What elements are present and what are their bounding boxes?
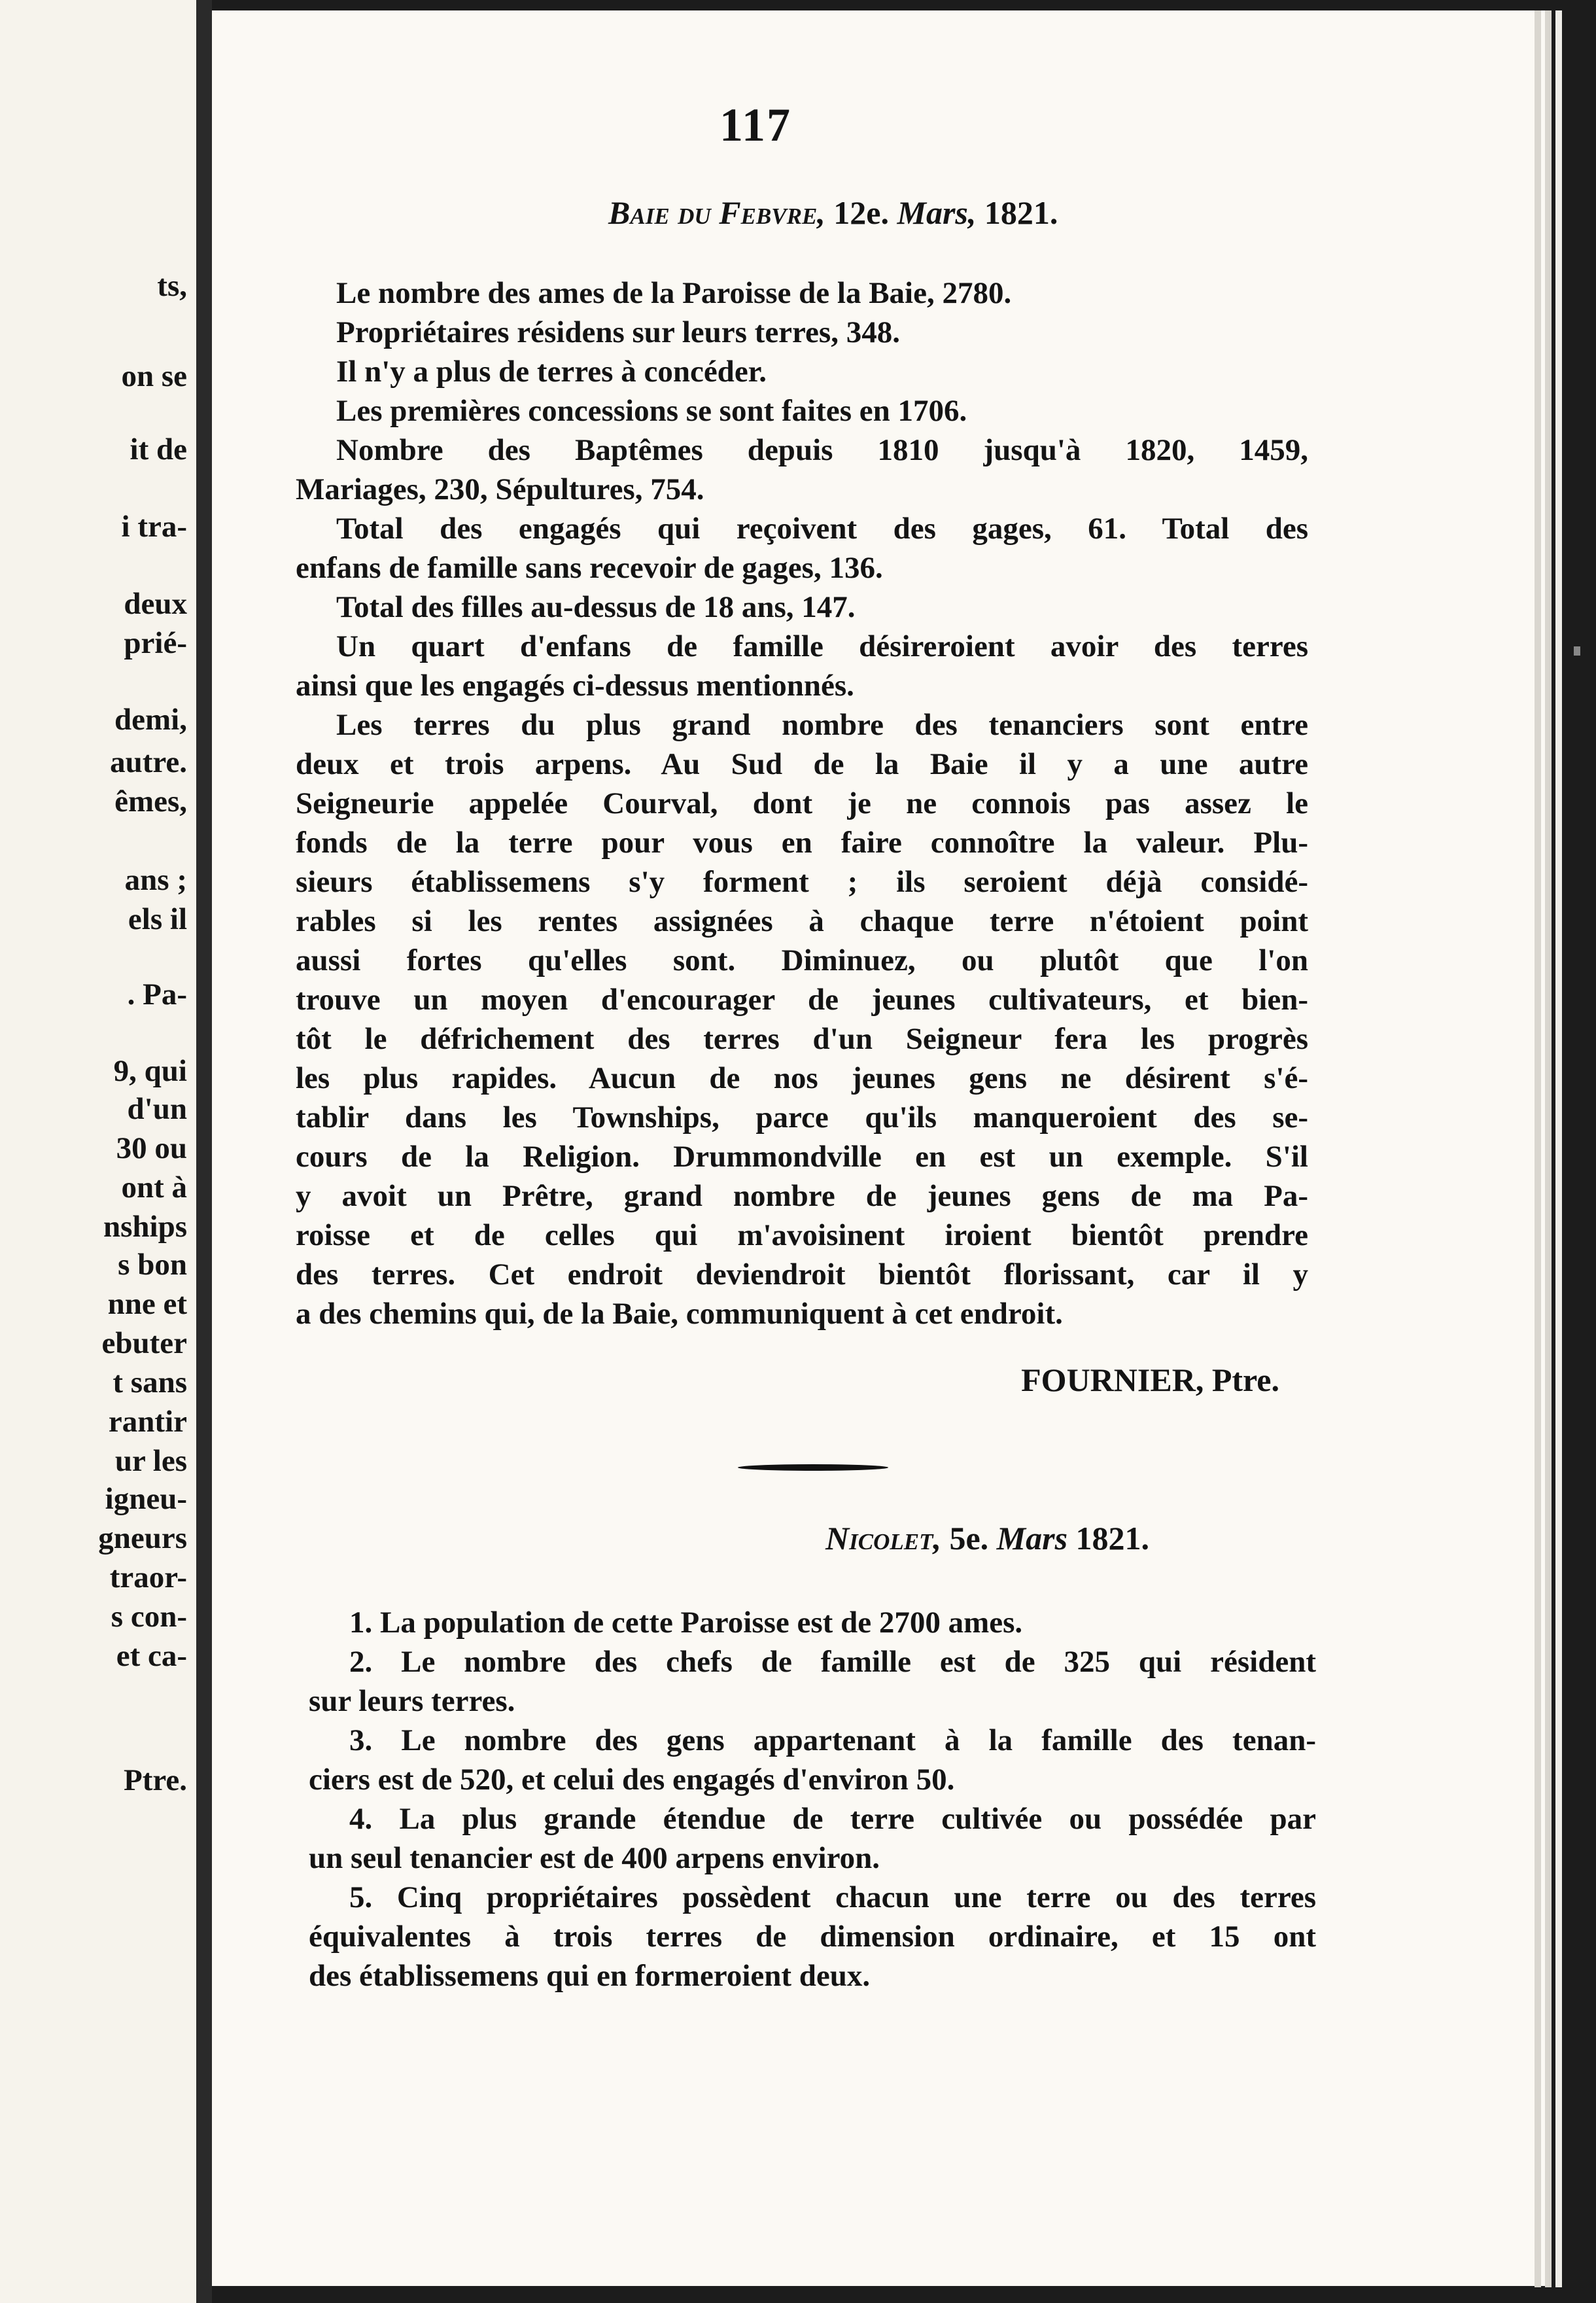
left-fragment-line: d'un [127, 1092, 187, 1126]
left-page-fragment [0, 0, 196, 2303]
text-line: 2. Le nombre des chefs de famille est de 325 qui résident [349, 1645, 1316, 1679]
section1-date-year: 1821. [984, 194, 1058, 231]
text-line: un seul tenancier est de 400 arpens environ. [309, 1841, 880, 1875]
page-edge [1535, 10, 1541, 2287]
left-fragment-line: i tra- [121, 510, 187, 544]
text-line: Il n'y a plus de terres à concéder. [336, 355, 767, 389]
scan-mark [1574, 646, 1580, 656]
text-line: 1. La population de cette Paroisse est de 2700 ames. [349, 1606, 1023, 1640]
text-line: ainsi que les engagés ci-dessus mentionnés. [296, 669, 854, 703]
text-line: tôt le défrichement des terres d'un Seigneur fera les progrès [296, 1022, 1308, 1056]
text-line: trouve un moyen d'encourager de jeunes cultivateurs, et bien- [296, 983, 1308, 1017]
left-fragment-line: it de [130, 432, 187, 466]
text-line: sur leurs terres. [309, 1684, 515, 1718]
text-line: ciers est de 520, et celui des engagés d'environ 50. [309, 1763, 955, 1797]
page-number: 117 [720, 99, 792, 151]
left-fragment-line: on se [121, 359, 187, 393]
text-line: tablir dans les Townships, parce qu'ils manqueroient des se- [296, 1100, 1308, 1134]
left-fragment-line: prié- [124, 626, 187, 660]
text-line: des établissemens qui en formeroient deux. [309, 1959, 871, 1993]
section1-body [296, 273, 1308, 1333]
text-line: 3. Le nombre des gens appartenant à la famille des tenan- [349, 1723, 1316, 1757]
left-fragment-line: . Pa- [127, 977, 187, 1011]
text-line: Les premières concessions se sont faites en 1706. [336, 394, 967, 428]
text-line: roisse et de celles qui m'avoisinent iroient bientôt prendre [296, 1218, 1308, 1252]
text-line: aussi fortes qu'elles sont. Diminuez, ou plutôt que l'on [296, 943, 1308, 977]
page-edge [1545, 10, 1552, 2287]
left-fragment-line: 9, qui [113, 1054, 187, 1088]
text-line: cours de la Religion. Drummondville en est un exemple. S'il [296, 1140, 1308, 1174]
text-line: Un quart d'enfans de famille désireroient avoir des terres [336, 629, 1308, 663]
left-fragment-line: 30 ou [116, 1131, 187, 1165]
left-fragment-line: els il [128, 902, 187, 936]
section2-date-month: Mars [996, 1520, 1068, 1556]
left-fragment-line: s con- [111, 1600, 187, 1634]
section2-date-day: 5e. [949, 1520, 989, 1556]
text-line: Les terres du plus grand nombre des tenanciers sont entre [336, 708, 1308, 742]
book-gutter [196, 0, 212, 2303]
section2-date-year: 1821. [1075, 1520, 1150, 1556]
left-fragment-line: ts, [157, 269, 187, 303]
left-fragment-line: igneu- [105, 1482, 187, 1516]
left-fragment-line: ur les [114, 1444, 187, 1478]
left-fragment-line: s bon [118, 1248, 187, 1282]
left-fragment-line: deux [124, 587, 187, 621]
section1-date-day: 12e. [833, 194, 889, 231]
text-line: sieurs établissemens s'y forment ; ils seroient déjà considé- [296, 865, 1308, 899]
signature: FOURNIER, Ptre. [1021, 1362, 1279, 1398]
section2-place: Nicolet, [825, 1520, 941, 1556]
left-fragment-line: Ptre. [124, 1763, 187, 1797]
text-line: équivalentes à trois terres de dimension ordinaire, et 15 ont [309, 1920, 1316, 1954]
left-fragment-line: nships [103, 1210, 187, 1244]
text-line: enfans de famille sans recevoir de gages, 136. [296, 551, 883, 585]
text-line: Total des filles au-dessus de 18 ans, 147. [336, 590, 856, 624]
left-fragment-line: rantir [108, 1405, 187, 1439]
text-line: les plus rapides. Aucun de nos jeunes gens ne désirent s'é- [296, 1061, 1308, 1095]
left-fragment-line: ebuter [101, 1326, 187, 1360]
section2-heading [825, 1519, 1149, 1557]
left-fragment-line: gneurs [98, 1521, 187, 1555]
section2-body [309, 1603, 1316, 1995]
left-fragment-line: t sans [113, 1365, 187, 1399]
text-line: Mariages, 230, Sépultures, 754. [296, 472, 704, 506]
separator-rule [738, 1464, 888, 1471]
left-fragment-line: demi, [114, 703, 187, 737]
left-fragment-line: ans ; [124, 863, 187, 897]
text-line: Le nombre des ames de la Paroisse de la Baie, 2780. [336, 276, 1012, 310]
left-fragment-line: traor- [109, 1560, 187, 1594]
left-fragment-line: nne et [107, 1287, 187, 1321]
text-line: 4. La plus grande étendue de terre cultivée ou possédée par [349, 1802, 1316, 1836]
text-line: des terres. Cet endroit deviendroit bientôt florissant, car il y [296, 1257, 1308, 1292]
section1-heading [608, 194, 1058, 232]
left-fragment-line: ont à [121, 1170, 187, 1204]
text-line: Total des engagés qui reçoivent des gages, 61. Total des [336, 512, 1308, 546]
text-line: Seigneurie appelée Courval, dont je ne connois pas assez le [296, 786, 1308, 820]
section1-date-month: Mars, [897, 194, 977, 231]
left-fragment-line: êmes, [114, 784, 187, 818]
left-fragment-line: et ca- [116, 1639, 187, 1673]
text-line: a des chemins qui, de la Baie, communiquent à cet endroit. [296, 1297, 1063, 1331]
text-line: deux et trois arpens. Au Sud de la Baie il y a une autre [296, 747, 1308, 781]
text-line: rables si les rentes assignées à chaque terre n'étoient point [296, 904, 1308, 938]
text-line: y avoit un Prêtre, grand nombre de jeunes gens de ma Pa- [296, 1179, 1308, 1213]
left-fragment-line: autre. [110, 745, 187, 779]
section1-place: Baie du Febvre, [608, 194, 825, 231]
text-line: Nombre des Baptêmes depuis 1810 jusqu'à 1820, 1459, [336, 433, 1308, 467]
text-line: Propriétaires résidens sur leurs terres, 348. [336, 315, 900, 349]
text-line: 5. Cinq propriétaires possèdent chacun une terre ou des terres [349, 1880, 1316, 1914]
text-line: fonds de la terre pour vous en faire connoître la valeur. Plu- [296, 826, 1308, 860]
page-edge [1555, 10, 1562, 2287]
